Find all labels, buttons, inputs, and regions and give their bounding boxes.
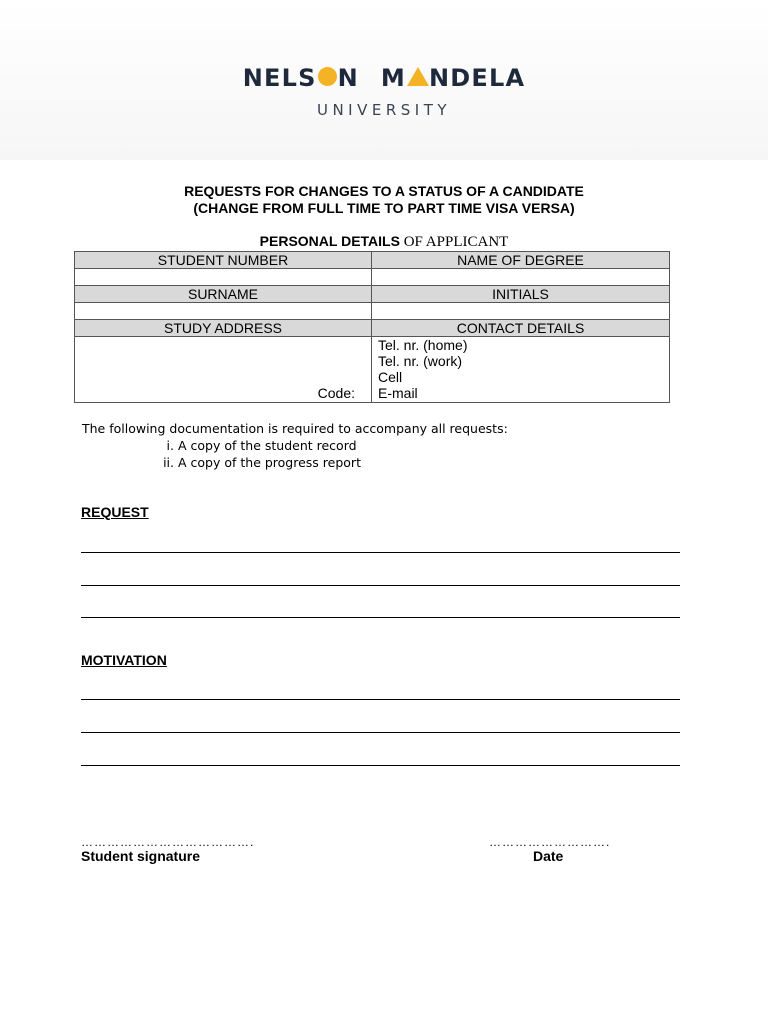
personal-details-bold: PERSONAL DETAILS [259,233,400,249]
name-of-degree-field[interactable] [372,269,670,286]
triangle-icon [407,67,429,86]
student-number-field[interactable] [75,269,372,286]
documentation-item-number: ii. [163,455,174,470]
motivation-line-2[interactable] [81,732,680,733]
form-title-line1: REQUESTS FOR CHANGES TO A STATUS OF A CANDIDATE [184,183,584,199]
documentation-item-text: A copy of the progress report [178,455,361,470]
date-line[interactable]: ………………………. [489,835,611,849]
documentation-item-number: i. [166,438,174,453]
initials-label: INITIALS [372,286,670,303]
student-signature-line[interactable]: …………………………………. [81,835,255,849]
documentation-item [150,454,361,471]
student-signature-label: Student signature [81,848,201,864]
email-label: E-mail [378,385,418,401]
study-address-field[interactable] [75,337,372,403]
personal-details-table [74,251,670,403]
personal-details-heading [0,233,768,251]
logo-text-part1: NELS [242,64,317,92]
date-label: Date [533,848,564,864]
request-line-2[interactable] [81,585,680,586]
logo-text-part3: M [380,64,406,92]
name-of-degree-label: NAME OF DEGREE [372,252,670,269]
tel-work-label: Tel. nr. (work) [378,353,463,369]
sun-circle-icon [318,67,337,86]
cell-label: Cell [378,369,403,385]
documentation-item [150,437,357,454]
logo-subtitle: UNIVERSITY [316,101,452,119]
study-address-label: STUDY ADDRESS [75,320,372,337]
initials-field[interactable] [372,303,670,320]
student-number-label: STUDENT NUMBER [75,252,372,269]
logo-text-part4: NDELA [428,64,526,92]
contact-details-label: CONTACT DETAILS [372,320,670,337]
contact-details-field[interactable] [372,337,670,403]
logo-text-part2: N [337,64,359,92]
documentation-intro: The following documentation is required to accompany all requests: [82,421,508,436]
tel-home-label: Tel. nr. (home) [378,337,468,353]
motivation-line-3[interactable] [81,765,680,766]
surname-label: SURNAME [75,286,372,303]
form-title-line2: (CHANGE FROM FULL TIME TO PART TIME VISA VERSA) [193,200,575,216]
documentation-item-text: A copy of the student record [178,438,357,453]
motivation-heading: MOTIVATION [81,652,167,668]
surname-field[interactable] [75,303,372,320]
motivation-line-1[interactable] [81,699,680,700]
request-line-1[interactable] [81,552,680,553]
university-logo [0,63,768,92]
request-heading: REQUEST [81,504,149,520]
request-line-3[interactable] [81,617,680,618]
personal-details-rest: OF APPLICANT [399,234,509,250]
code-label: Code: [317,385,355,401]
